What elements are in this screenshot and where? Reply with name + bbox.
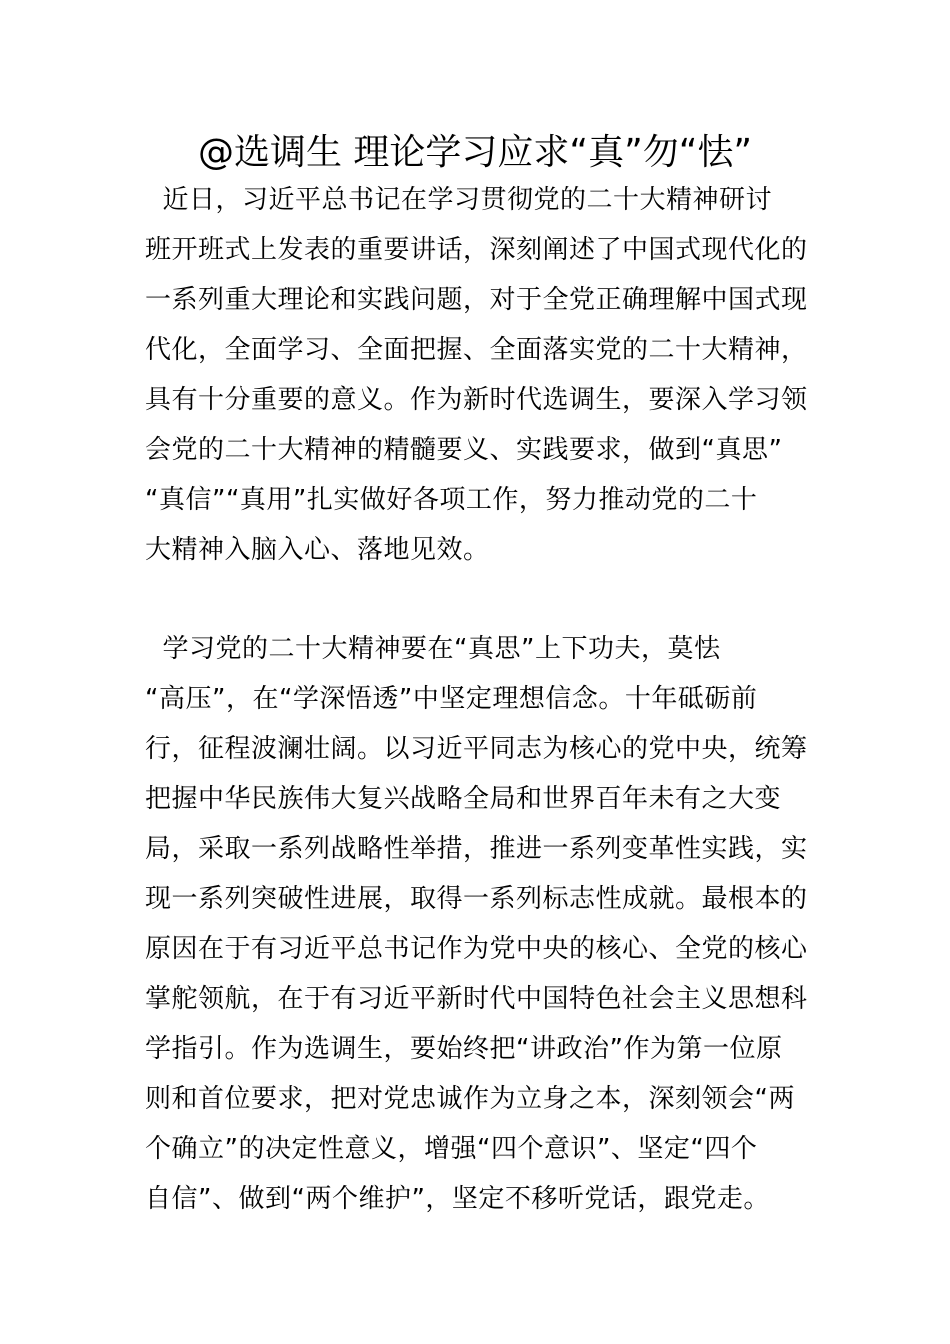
text-line: 把握中华民族伟大复兴战略全局和世界百年未有之大变	[145, 784, 782, 814]
text-line: 个确立”的决定性意义，增强“四个意识”、坚定“四个	[145, 1134, 758, 1164]
paragraph-2	[145, 624, 810, 1224]
text-line: 则和首位要求，把对党忠诚作为立身之本，深刻领会“两	[145, 1084, 795, 1114]
text-line: 掌舵领航，在于有习近平新时代中国特色社会主义思想科	[145, 984, 808, 1014]
text-line: 原因在于有习近平总书记作为党中央的核心、全党的核心	[145, 934, 808, 964]
text-line: 行，征程波澜壮阔。以习近平同志为核心的党中央，统筹	[145, 734, 808, 764]
text-line: 大精神入脑入心、落地见效。	[145, 535, 490, 565]
text-line: 现一系列突破性进展，取得一系列标志性成就。最根本的	[145, 884, 808, 914]
paragraph	[145, 624, 810, 1224]
text-line: 具有十分重要的意义。作为新时代选调生，要深入学习领	[145, 385, 808, 415]
text-line: 学习党的二十大精神要在“真思”上下功夫，莫怯	[145, 634, 721, 664]
paragraph	[145, 175, 810, 575]
text-line: 代化，全面学习、全面把握、全面落实党的二十大精神，	[145, 335, 808, 365]
text-line: 会党的二十大精神的精髓要义、实践要求，做到“真思”	[145, 435, 783, 465]
text-line: 近日，习近平总书记在学习贯彻党的二十大精神研讨	[145, 185, 773, 215]
text-line: 自信”、做到“两个维护”，坚定不移听党话，跟党走。	[145, 1184, 770, 1214]
text-line: 一系列重大理论和实践问题，对于全党正确理解中国式现	[145, 285, 808, 315]
text-line: “高压”，在“学深悟透”中坚定理想信念。十年砥砺前	[145, 684, 758, 714]
text-line: 局，采取一系列战略性举措，推进一系列变革性实践，实	[145, 834, 808, 864]
text-line: 学指引。作为选调生，要始终把“讲政治”作为第一位原	[145, 1034, 783, 1064]
paragraph-1	[145, 175, 810, 575]
document-title: @选调生 理论学习应求“真”勿“怯”	[197, 132, 753, 173]
text-line: “真信”“真用”扎实做好各项工作，努力推动党的二十	[145, 485, 758, 515]
text-line: 班开班式上发表的重要讲话，深刻阐述了中国式现代化的	[145, 235, 808, 265]
